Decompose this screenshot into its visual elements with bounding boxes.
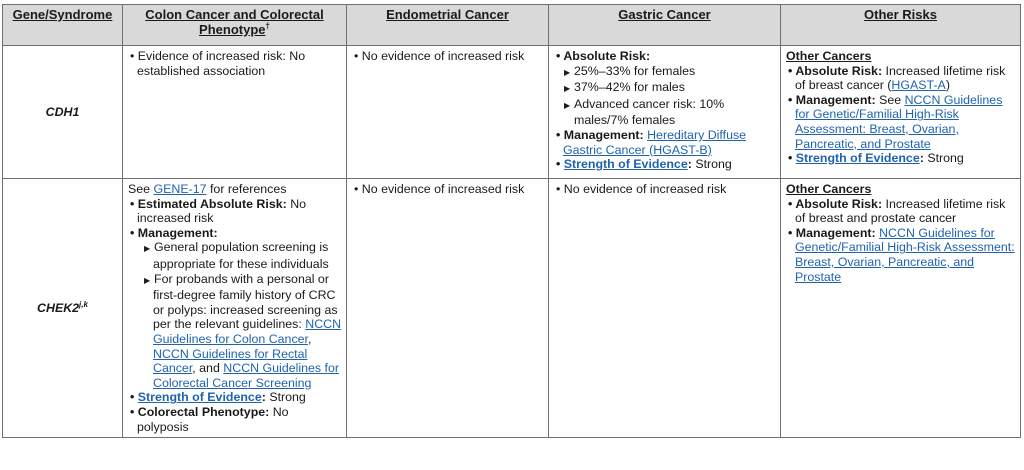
chek2-other-heading: Other Cancers [786, 182, 872, 196]
cdh1-other-cell: Other Cancers • Absolute Risk: Increased lifetime risk of breast cancer (HGAST-A) • Management: See NCCN Guidelines for Genetic/Familial High-Risk Assessment: Breast, Ovarian, Pancreatic, and Prostate • Strength of Evidence: Strong [781, 46, 1021, 179]
triangle-bullet-icon: ▶ [564, 100, 571, 110]
chek2-other-cell: Other Cancers • Absolute Risk: Increased lifetime risk of breast and prostate cancer • Management: NCCN Guidelines for Genetic/Familial High-Risk Assessment: Breast, Ovarian, Pancreatic, and Prostate [781, 179, 1021, 438]
header-gene: Gene/Syndrome [3, 5, 123, 46]
risk-table [2, 4, 1021, 438]
link-nccn-colon-cancer[interactable]: NCCN Guidelines for Colon Cancer [153, 317, 342, 346]
header-gastric: Gastric Cancer [549, 5, 781, 46]
link-hgast-a[interactable]: HGAST-A [891, 78, 946, 93]
gene-chek2: CHEK2$^{j,k}$ [3, 179, 123, 438]
link-nccn-genetic-familial-cdh1[interactable]: NCCN Guidelines for Genetic/Familial High-Risk Assessment: Breast, Ovarian, Pancreatic, and Prostate [795, 92, 1003, 151]
chek2-endometrial-text: No evidence of increased risk [361, 182, 525, 196]
triangle-bullet-icon: ▶ [564, 67, 571, 77]
cdh1-endometrial-cell: • No evidence of increased risk [347, 46, 549, 179]
link-hgast-b[interactable]: Hereditary Diffuse Gastric Cancer (HGAST-B) [563, 127, 747, 157]
risk-table-container [2, 4, 1020, 438]
gene-chek2-footnote: j,k [79, 299, 88, 309]
cdh1-other-heading: Other Cancers [786, 49, 872, 63]
gene-cdh1: CDH1 [3, 46, 123, 179]
header-other: Other Risks [781, 5, 1021, 46]
chek2-endometrial-cell: • No evidence of increased risk [347, 179, 549, 438]
link-nccn-genetic-familial-chek2[interactable]: NCCN Guidelines for Genetic/Familial High-Risk Assessment: Breast, Ovarian, Pancreatic, and Prostate [795, 225, 1015, 284]
triangle-bullet-icon: ▶ [564, 84, 571, 94]
link-nccn-rectal-cancer[interactable]: NCCN Guidelines for Rectal Cancer [153, 346, 308, 376]
triangle-bullet-icon: ▶ [144, 275, 151, 285]
link-strength-of-evidence-cdh1-other[interactable]: Strength of Evidence [795, 151, 920, 166]
chek2-colon-cell: See GENE-17 for references • Estimated Absolute Risk: No increased risk • Management: ▶ General population screening is appropriate for these individuals ▶ For probands with a personal or first-degree family history of CRC or polyps: increased screening as per the relevant guidelines: NCCN Guidelines for Colon Cancer, NCCN Guidelines for Rectal Cancer, and NCCN Guidelines for Colorectal Cancer Screening • Strength of Evidence: Strong • Colorectal Phenotype: No polyposis [123, 179, 347, 438]
cdh1-gastric-absolute-label: Absolute Risk: [563, 49, 651, 63]
chek2-gastric-cell: • No evidence of increased risk [549, 179, 781, 438]
table-row-chek2 [3, 179, 1021, 438]
link-strength-of-evidence-cdh1-gastric[interactable]: Strength of Evidence [563, 157, 688, 172]
header-endometrial: Endometrial Cancer [347, 5, 549, 46]
header-row [3, 5, 1021, 46]
link-gene-17[interactable]: GENE-17 [153, 182, 207, 196]
cdh1-colon-text: Evidence of increased risk: No established association [137, 49, 306, 78]
link-nccn-colorectal-screening[interactable]: NCCN Guidelines for Colorectal Cancer Screening [153, 361, 339, 390]
header-colon-footnote: † [265, 21, 270, 31]
header-colon: Colon Cancer and Colorectal Phenotype† [123, 5, 347, 46]
chek2-gastric-text: No evidence of increased risk [563, 182, 727, 196]
triangle-bullet-icon: ▶ [144, 244, 151, 254]
cdh1-endometrial-text: No evidence of increased risk [361, 49, 525, 63]
link-strength-of-evidence-chek2-colon[interactable]: Strength of Evidence [137, 390, 262, 405]
cdh1-colon-cell: • Evidence of increased risk: No established association [123, 46, 347, 179]
table-row-cdh1 [3, 46, 1021, 179]
cdh1-gastric-cell: • Absolute Risk: ▶ 25%–33% for females ▶ 37%–42% for males ▶ Advanced cancer risk: 10% males/7% females • Management: Hereditary Diffuse Gastric Cancer (HGAST-B) • Strength of Evidence: Strong [549, 46, 781, 179]
